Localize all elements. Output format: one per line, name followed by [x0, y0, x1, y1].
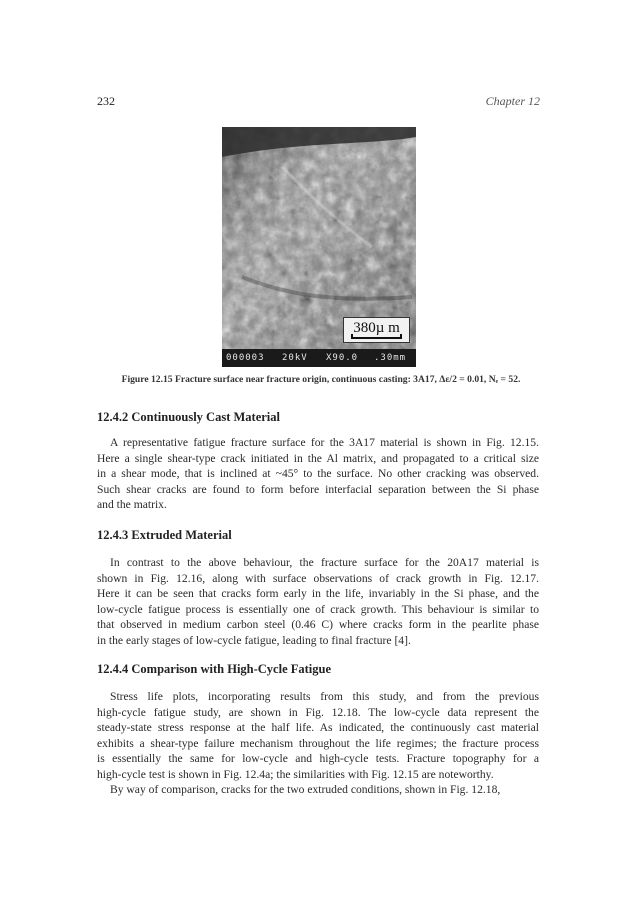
image-number: 000003 [226, 353, 265, 363]
section-heading-12-4-3: 12.4.3 Extruded Material [97, 528, 232, 542]
figure-caption: Figure 12.15 Fracture surface near fracture origin, continuous casting: 3A17, Δε/2 = 0.01, Nₑ = 52. [121, 374, 521, 385]
accelerating-voltage: 20kV [282, 353, 308, 363]
paragraph-extruded [97, 555, 539, 648]
text-line: high-cycle test is shown in Fig. 12.4a; the similarities with Fig. 12.15 are noteworthy. [97, 767, 494, 781]
section-heading-12-4-4: 12.4.4 Comparison with High-Cycle Fatigue [97, 662, 332, 676]
paragraph-continuously-cast [97, 435, 539, 513]
text-line: and the matrix. [97, 498, 167, 511]
chapter-title: Chapter 12 [485, 94, 540, 108]
text-line: Such shear cracks are found to form before interfacial separation between the Si phase [97, 482, 539, 496]
text-line: low-cycle fatigue process is essentially one of crack growth. This behaviour is similar to [97, 602, 539, 616]
scale-bar [351, 337, 402, 339]
text-line: is essentially the same for low-cycle and high-cycle tests. Fracture topography for a [97, 752, 539, 765]
magnification: X90.0 [326, 353, 359, 363]
section-heading-12-4-2: 12.4.2 Continuously Cast Material [97, 410, 280, 424]
scale-label: 380µ m [353, 320, 400, 336]
text-line: shown in Fig. 12.16, along with surface observations of crack growth in Fig. 12.17. [97, 571, 539, 585]
text-line: By way of comparison, cracks for the two extruded conditions, shown in Fig. 12.18, [110, 783, 501, 796]
fracture-surface-micrograph [222, 127, 416, 367]
text-line: Here a single shear-type crack initiated in the Al matrix, and propagated to a critical size [97, 451, 539, 465]
text-line: that observed in medium carbon steel (0.46 C) where cracks form in the pearlite phase [97, 618, 539, 631]
text-line: in the early stages of low-cycle fatigue, leading to final fracture [4]. [97, 633, 411, 647]
text-line: high-cycle fatigue study, are shown in Fig. 12.18. The low-cycle data represent the [97, 705, 539, 719]
text-line: Stress life plots, incorporating results from this study, and from the previous [110, 690, 539, 703]
paragraph-high-cycle-comparison [97, 689, 539, 798]
text-line: In contrast to the above behaviour, the fracture surface for the 20A17 material is [110, 556, 539, 569]
running-head [97, 94, 540, 110]
sem-info-bar [222, 349, 416, 367]
text-line: in a shear mode, that is inclined at ~45° to the surface. No other cracking was observed. [97, 467, 539, 480]
page-number: 232 [97, 94, 115, 108]
text-line: exhibits a shear-type failure mechanism throughout the life regimes; the fracture process [97, 736, 539, 750]
scale-marker [343, 317, 410, 343]
text-line: Here it can be seen that cracks form early in the life, invariably in the Si phase, and the [97, 587, 539, 600]
text-line: steady-state stress response at the half life. As indicated, the continuously cast material [97, 721, 539, 734]
scale-value: .30mm [374, 353, 407, 363]
text-line: A representative fatigue fracture surface for the 3A17 material is shown in Fig. 12.15. [110, 436, 539, 449]
